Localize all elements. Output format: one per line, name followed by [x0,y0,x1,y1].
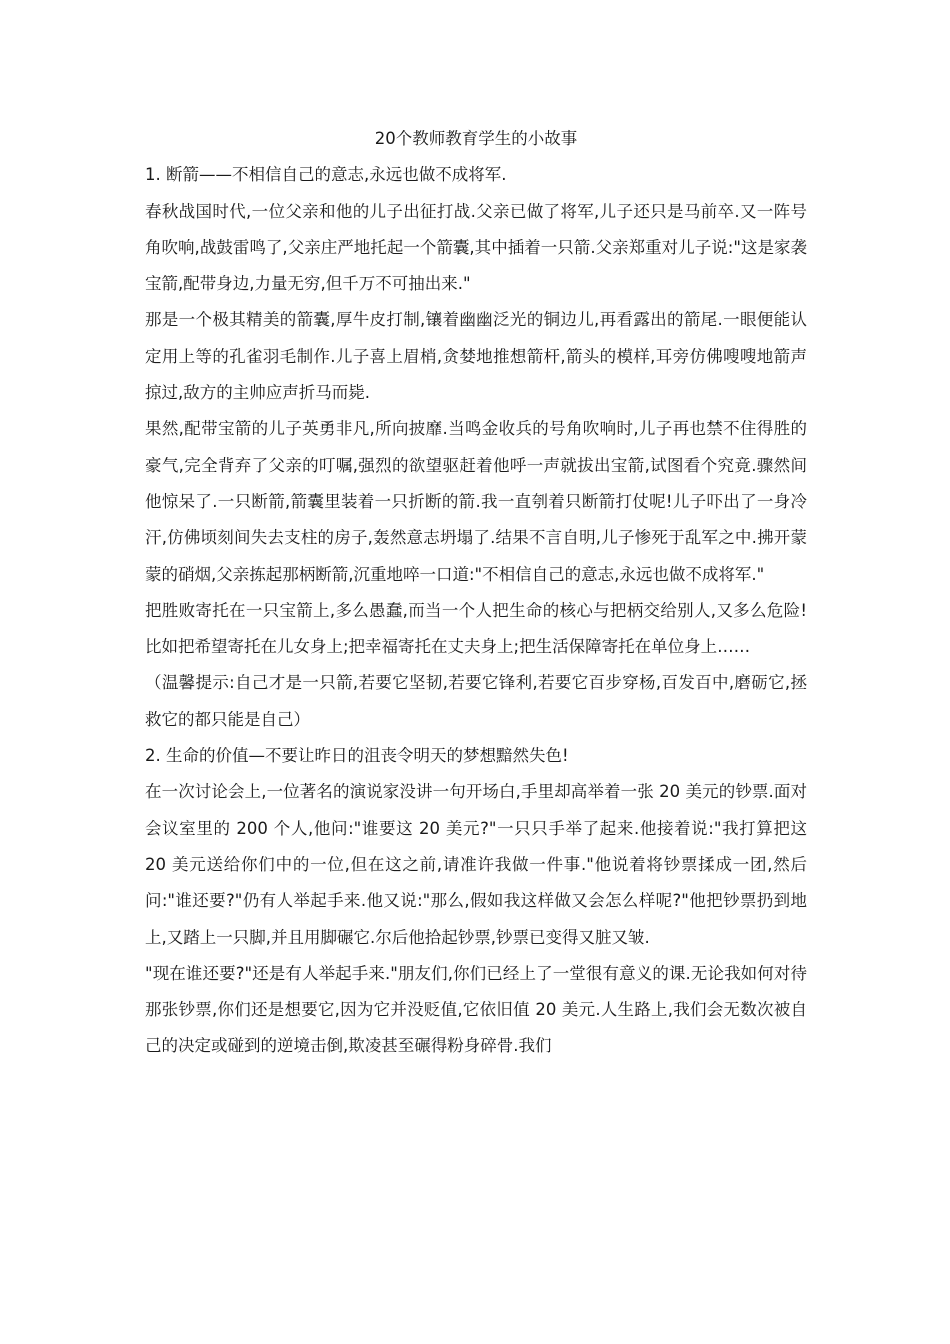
tip-note: （温馨提示:自己才是一只箭,若要它坚韧,若要它锋利,若要它百步穿杨,百发百中,磨砺它,拯救它的都只能是自己） [145,673,807,729]
document-body [145,121,807,1065]
story-2-heading: 2. 生命的价值—不要让昨日的沮丧令明天的梦想黯然失色! [145,746,569,766]
paragraph: "现在谁还要?"还是有人举起手来."朋友们,你们已经上了一堂很有意义的课.无论我如何对待那张钞票,你们还是想要它,因为它并没贬值,它依旧值 20 美元.人生路上,我们会无数次被自己的决定或碰到的逆境击倒,欺凌甚至碾得粉身碎骨.我们 [145,963,807,1056]
paragraph: 在一次讨论会上,一位著名的演说家没讲一句开场白,手里却高举着一张 20 美元的钞票.面对会议室里的 200 个人,他问:"谁要这 20 美元?"一只只手举了起来.他接着说:"我打算把这 20 美元送给你们中的一位,但在这之前,请准许我做一件事."他说着将钞票揉成一团,然后问:"谁还要?"仍有人举起手来.他又说:"那么,假如我这样做又会怎么样呢?"他把钞票扔到地上,又踏上一只脚,并且用脚碾它.尔后他拾起钞票,钞票已变得又脏又皱. [145,782,807,947]
paragraph: 那是一个极其精美的箭囊,厚牛皮打制,镶着幽幽泛光的铜边儿,再看露出的箭尾.一眼便能认定用上等的孔雀羽毛制作.儿子喜上眉梢,贪婪地推想箭杆,箭头的模样,耳旁仿佛嗖嗖地箭声掠过,敌方的主帅应声折马而毙. [145,310,807,403]
paragraph: 春秋战国时代,一位父亲和他的儿子出征打战.父亲已做了将军,儿子还只是马前卒.又一阵号角吹响,战鼓雷鸣了,父亲庄严地托起一个箭囊,其中插着一只箭.父亲郑重对儿子说:"这是家袭宝箭,配带身边,力量无穷,但千万不可抽出来." [145,201,807,294]
paragraph: 果然,配带宝箭的儿子英勇非凡,所向披靡.当鸣金收兵的号角吹响时,儿子再也禁不住得胜的豪气,完全背弃了父亲的叮嘱,强烈的欲望驱赶着他呼一声就拔出宝箭,试图看个究竟.骤然间他惊呆了.一只断箭,箭囊里装着一只折断的箭.我一直刳着只断箭打仗呢!儿子吓出了一身冷汗,仿佛顷刻间失去支柱的房子,轰然意志坍塌了.结果不言自明,儿子惨死于乱军之中.拂开蒙蒙的硝烟,父亲拣起那柄断箭,沉重地啐一口道:"不相信自己的意志,永远也做不成将军." [145,419,807,584]
story-1-heading: 1. 断箭——不相信自己的意志,永远也做不成将军. [145,165,507,185]
document-title: 20个教师教育学生的小故事 [374,129,578,148]
paragraph: 把胜败寄托在一只宝箭上,多么愚蠢,而当一个人把生命的核心与把柄交给别人,又多么危险!比如把希望寄托在儿女身上;把幸福寄托在丈夫身上;把生活保障寄托在单位身上…… [145,600,807,657]
